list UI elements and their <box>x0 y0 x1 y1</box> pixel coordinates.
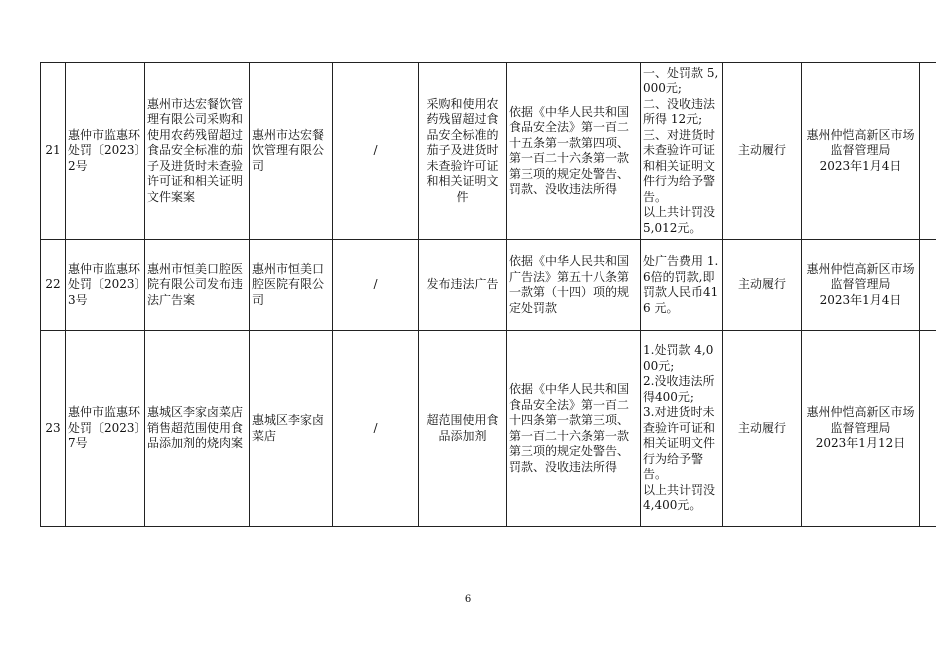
penalty-result-line: 1.处罚款 4,000元; <box>643 343 714 373</box>
page-number: 6 <box>464 594 472 605</box>
decision-date: 2023年1月4日 <box>819 158 902 173</box>
fulfillment-status: 主动履行 <box>723 63 802 240</box>
case-number: 惠仲市监惠环处罚〔2023〕3号 <box>66 240 145 331</box>
case-number: 惠仲市监惠环处罚〔2023〕7号 <box>66 331 145 527</box>
violation-facts: 超范围使用食品添加剂 <box>419 331 507 527</box>
penalty-basis: 依据《中华人民共和国食品安全法》第一百二十五条第一款第四项、第一百二十六条第一款第三项的规定处警告、罚款、没收违法所得 <box>507 63 641 240</box>
violation-facts: 采购和使用农药残留超过食品安全标准的茄子及进货时未查验许可证和相关证明文件 <box>419 63 507 240</box>
legal-representative: / <box>333 331 419 527</box>
fulfillment-status: 主动履行 <box>723 240 802 331</box>
authority-name: 惠州仲恺高新区市场监督管理局 <box>806 261 915 292</box>
penalty-result-line: 三、对进货时未查验许可证和相关证明文件行为给予警告。 <box>643 127 716 204</box>
row-index: 23 <box>41 331 66 527</box>
authority-name: 惠州仲恺高新区市场监督管理局 <box>806 405 915 435</box>
penalty-result-line: 3.对进货时未查验许可证和相关证明文件行为给予警告。 <box>643 405 716 482</box>
remarks <box>920 240 936 331</box>
penalty-result-line: 以上共计罚没5,012元。 <box>643 205 716 235</box>
violation-facts: 发布违法广告 <box>419 240 507 331</box>
penalty-basis: 依据《中华人民共和国食品安全法》第一百二十四条第一款第三项、第一百二十六条第一款第三项的规定处警告、 罚款、没收违法所得 <box>507 331 641 527</box>
decision-date: 2023年1月12日 <box>815 436 906 451</box>
remarks <box>920 331 936 527</box>
decision-date: 2023年1月4日 <box>819 292 902 307</box>
fulfillment-status: 主动履行 <box>723 331 802 527</box>
case-number: 惠仲市监惠环处罚〔2023〕2号 <box>66 63 145 240</box>
party-name: 惠城区李家卤菜店 <box>250 331 333 527</box>
penalty-authority <box>802 63 920 240</box>
remarks <box>920 63 936 240</box>
penalty-authority <box>802 240 920 331</box>
penalty-basis: 依据《中华人民共和国广告法》第五十八条第一款第（十四）项的规定处罚款 <box>507 240 641 331</box>
legal-representative: / <box>333 63 419 240</box>
legal-representative: / <box>333 240 419 331</box>
case-name: 惠州市达宏餐饮管理有限公司采购和使用农药残留超过食品安全标准的茄子及进货时未查验许可证和相关证明文件案案 <box>145 63 250 240</box>
party-name: 惠州市达宏餐饮管理有限公司 <box>250 63 333 240</box>
row-index: 22 <box>41 240 66 331</box>
penalty-result <box>641 63 723 240</box>
party-name: 惠州市恒美口腔医院有限公司 <box>250 240 333 331</box>
case-name: 惠州市恒美口腔医院有限公司发布违法广告案 <box>145 240 250 331</box>
case-name: 惠城区李家卤菜店销售超范围使用食品添加剂的烧肉案 <box>145 331 250 527</box>
penalty-result-line: 2.没收违法所得400元; <box>643 374 715 404</box>
table-row <box>41 63 936 240</box>
authority-name: 惠州仲恺高新区市场监督管理局 <box>806 127 915 158</box>
penalty-result-line: 一、处罚款 5,000元; <box>643 65 719 96</box>
row-index: 21 <box>41 63 66 240</box>
table-row <box>41 240 936 331</box>
table-row <box>41 331 936 527</box>
penalty-result-line: 处广告费用 1.6倍的罚款,即罚款人民币416 元。 <box>643 254 719 315</box>
penalty-result <box>641 240 723 331</box>
penalty-result-line: 二、没收违法所得 12元; <box>643 96 716 127</box>
penalty-result <box>641 331 723 527</box>
penalty-table <box>40 62 936 527</box>
penalty-result-line: 以上共计罚没4,400元。 <box>643 482 716 513</box>
penalty-authority <box>802 331 920 527</box>
